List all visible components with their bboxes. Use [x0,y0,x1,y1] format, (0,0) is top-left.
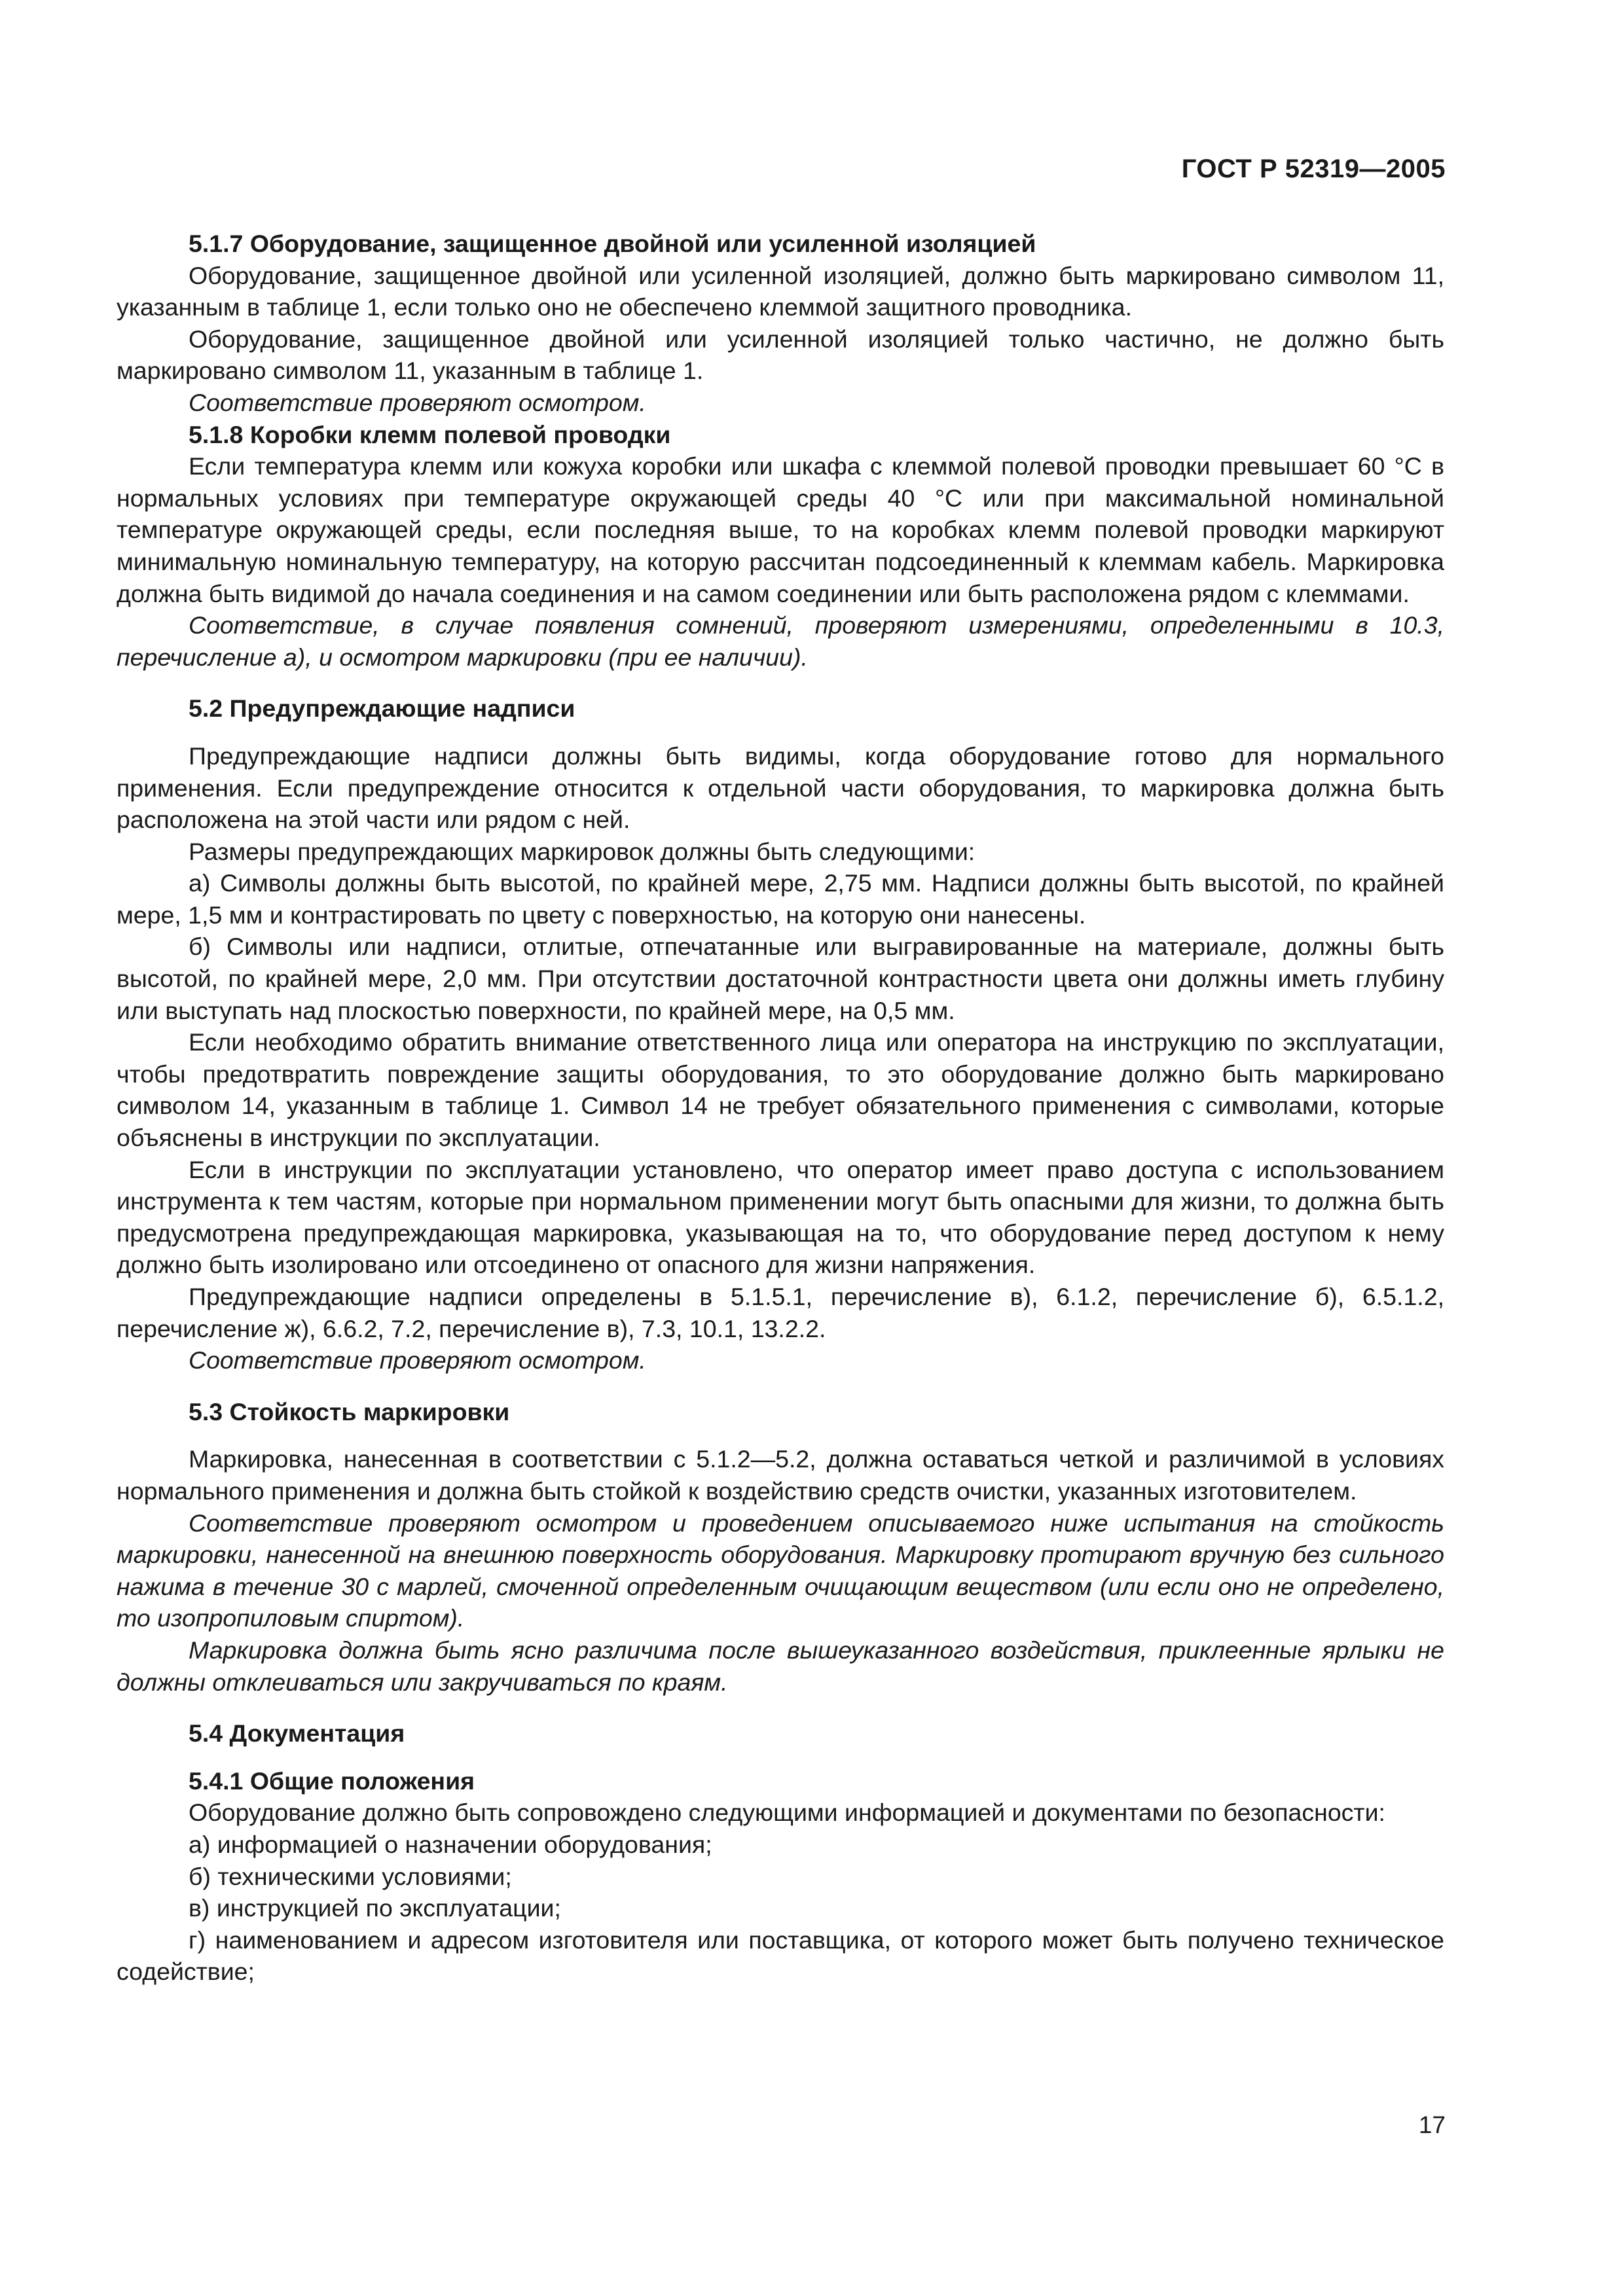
body-paragraph: б) техническими условиями; [189,1862,512,1890]
section-heading: 5.1.8 Коробки клемм полевой проводки [189,420,671,448]
body-paragraph: Если необходимо обратить внимание ответственного лица или оператора на инструкцию по эксплуатации, чтобы предотвратить повреждение защиты оборудования, то это оборудование должно быть маркировано символом 14, указанным в таблице 1. Символ 14 не требует обязательного применения с символами, которые объяснены в инструкции по эксплуатации. [117,1028,1444,1152]
compliance-note: Соответствие, в случае появления сомнений, проверяют измерениями, определенными в 10.3, перечисление а), и осмотром маркировки (при ее наличии). [117,611,1444,671]
compliance-note: Соответствие проверяют осмотром. [189,388,646,416]
body-paragraph: Предупреждающие надписи определены в 5.1.5.1, перечисление в), 6.1.2, перечисление б), 6.5.1.2, перечисление ж), 6.6.2, 7.2, перечисление в), 7.3, 10.1, 13.2.2. [117,1283,1444,1342]
body-paragraph: Если в инструкции по эксплуатации установлено, что оператор имеет право доступа с использованием инструмента к тем частям, которые при нормальном применении могут быть опасными для жизни, то должна быть предусмотрена предупреждающая маркировка, указывающая на то, что оборудование перед доступом к нему должно быть изолировано или отсоединено от опасного для жизни напряжения. [117,1155,1444,1279]
body-paragraph: Оборудование, защищенное двойной или усиленной изоляцией, должно быть маркировано символом 11, указанным в таблице 1, если только оно не обеспечено клеммой защитного проводника. [117,261,1444,321]
document-body [117,228,1444,1988]
compliance-note: Соответствие проверяют осмотром и проведением описываемого ниже испытания на стойкость маркировки, нанесенной на внешнюю поверхность оборудования. Маркировку протирают вручную без сильного нажима в течение 30 с марлей, смоченной определенным очищающим веществом (или если оно не определено, то изопропиловым спиртом). [117,1509,1444,1632]
body-paragraph: а) Символы должны быть высотой, по крайней мере, 2,75 мм. Надписи должны быть высотой, по крайней мере, 1,5 мм и контрастировать по цвету с поверхностью, на которую они нанесены. [117,869,1444,929]
section-heading: 5.4 Документация [189,1719,405,1748]
section-heading: 5.1.7 Оборудование, защищенное двойной или усиленной изоляцией [189,230,1036,257]
body-paragraph: в) инструкцией по эксплуатации; [189,1894,561,1922]
document-id-header: ГОСТ Р 52319—2005 [1181,154,1446,183]
body-paragraph: Предупреждающие надписи должны быть видимы, когда оборудование готово для нормального применения. Если предупреждение относится к отдельной части оборудования, то маркировка должна быть расположена на этой части или рядом с ней. [117,742,1444,834]
body-paragraph: Размеры предупреждающих маркировок должны быть следующими: [189,837,976,865]
body-paragraph: Если температура клемм или кожуха коробки или шкафа с клеммой полевой проводки превышает 60 °С в нормальных условиях при температуре окружающей среды 40 °С или при максимальной номинальной температуре окружающей среды, если последняя выше, то на коробках клемм полевой проводки маркируют минимальную номинальную температуру, на которую рассчитан подсоединенный к клеммам кабель. Маркировка должна быть видимой до начала соединения и на самом соединении или быть расположена рядом с клеммами. [117,452,1444,607]
compliance-note: Соответствие проверяют осмотром. [189,1346,646,1374]
body-paragraph: а) информацией о назначении оборудования; [189,1830,712,1858]
body-paragraph: г) наименованием и адресом изготовителя или поставщика, от которого может быть получено техническое содействие; [117,1926,1444,1986]
page-number: 17 [1418,2111,1446,2138]
section-heading: 5.2 Предупреждающие надписи [189,694,575,723]
compliance-note: Маркировка должна быть ясно различима после вышеуказанного воздействия, приклеенные ярлыки не должны отклеиваться или закручиваться по краям. [117,1636,1444,1696]
section-heading: 5.4.1 Общие положения [189,1767,475,1795]
body-paragraph: Маркировка, нанесенная в соответствии с 5.1.2—5.2, должна оставаться четкой и различимой в условиях нормального применения и должна быть стойкой к воздействию средств очистки, указанных изготовителем. [117,1445,1444,1505]
body-paragraph: б) Символы или надписи, отлитые, отпечатанные или выгравированные на материале, должны быть высотой, по крайней мере, 2,0 мм. При отсутствии достаточной контрастности цвета они должны иметь глубину или выступать над плоскостью поверхности, по крайней мере, на 0,5 мм. [117,933,1444,1024]
section-heading: 5.3 Стойкость маркировки [189,1397,510,1426]
body-paragraph: Оборудование, защищенное двойной или усиленной изоляцией только частично, не должно быть маркировано символом 11, указанным в таблице 1. [117,325,1444,385]
body-paragraph: Оборудование должно быть сопровождено следующими информацией и документами по безопасности: [189,1799,1385,1827]
